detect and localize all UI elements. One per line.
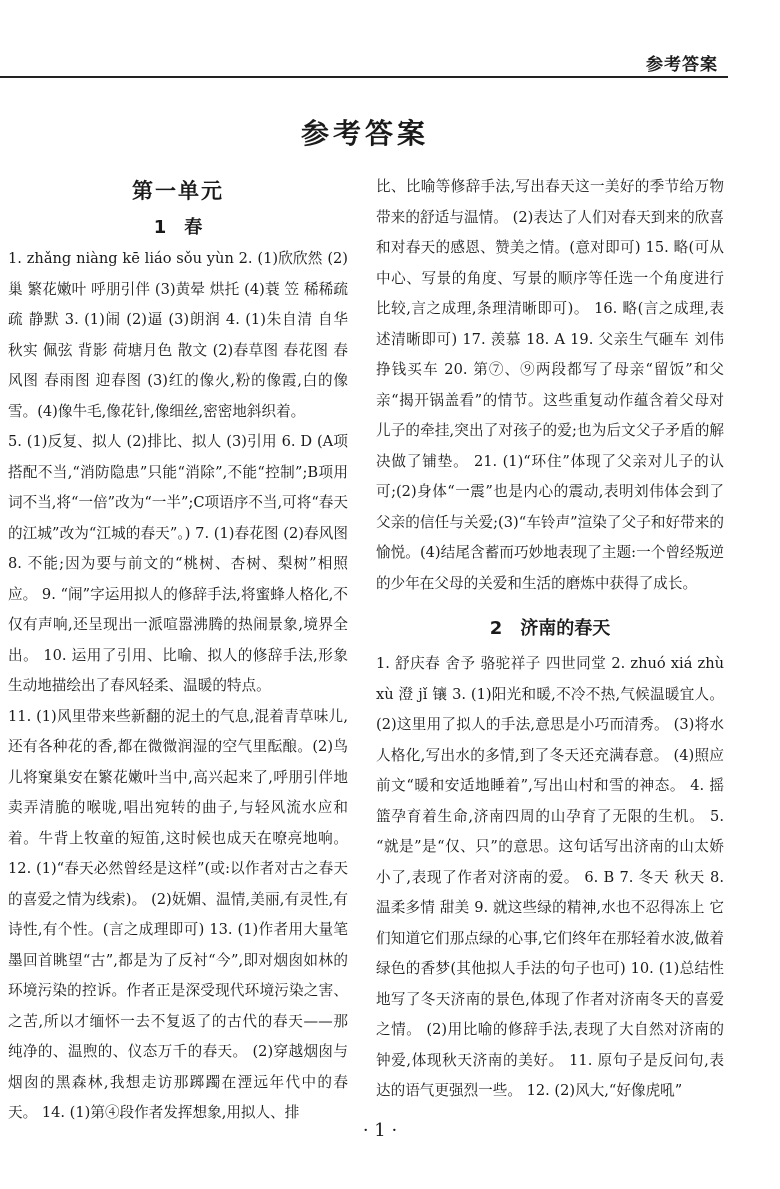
answer-paragraph: 5. (1)反复、拟人 (2)排比、拟人 (3)引用 6. D (A项搭配不当,“消防隐患”只能“消除”,不能“控制”;B项用词不当,将“一倍”改为“一半”;C项语序不当,可将“春天的江城”改为“江城的春天”。) 7. (1)春花图 (2)春风图 8. 不能;因为要与前文的“桃树、杏树、梨树”相照应。 9. “闹”字运用拟人的修辞手法,将蜜蜂人格化,不仅有声响,还呈现出一派喧嚣沸腾的热闹景象,境界全出。 10. 运用了引用、比喻、拟人的修辞手法,形象生动地描绘出了春风轻柔、温暖的特点。 — [8, 433, 348, 694]
right-column — [376, 172, 724, 1107]
lesson-title: 春 — [184, 217, 203, 238]
running-header: 参考答案 — [646, 55, 718, 75]
unit-title: 第一单元 — [132, 179, 224, 203]
left-column — [8, 172, 348, 1129]
lesson-number: 2 — [489, 618, 503, 639]
lesson-heading-1 — [8, 212, 348, 244]
answer-paragraph: 1. 舒庆春 舍予 骆驼祥子 四世同堂 2. zhuó xiá zhù xù 澄 jǐ 镶 3. (1)阳光和暖,不冷不热,气候温暖宜人。 (2)这里用了拟人的手法,意思是小巧而清秀。 (3)将水人格化,写出水的多情,到了冬天还充满春意。 (4)照应前文“暖和安适地睡着”,写出山村和雪的神态。 4. 摇篮孕育着生命,济南四周的山孕育了无限的生机。 5. “就是”是“仅、只”的意思。这句话写出济南的山太娇小了,表现了作者对济南的爱。 6. B 7. 冬天 秋天 8. 温柔多情 甜美 9. 就这些绿的精神,水也不忍得冻上 它们知道它们那点绿的心事,它们终年在那轻着水波,做着绿色的香梦(其他拟人手法的句子也可) 10. (1)总结性地写了冬天济南的景色,体现了作者对济南冬天的喜爱之情。 (2)用比喻的修辞手法,表现了大自然对济南的钟爱,体现秋天济南的美好。 11. 原句子是反问句,表达的语气更强烈一些。 12. (2)风大,“好像虎吼” — [376, 655, 724, 1099]
lesson-title: 济南的春天 — [520, 618, 611, 639]
lesson-number: 1 — [153, 217, 167, 238]
answer-paragraph: 比、比喻等修辞手法,写出春天这一美好的季节给万物带来的舒适与温情。 (2)表达了人们对春天到来的欣喜和对春天的感恩、赞美之情。(意对即可) 15. 略(可从中心、写景的角度、写景的顺序等任选一个角度进行比较,言之成理,条理清晰即可)。 16. 略(言之成理,表述清晰即可) 17. 羡慕 18. A 19. 父亲生气砸车 刘伟挣钱买车 20. 第⑦、⑨两段都写了母亲“留饭”和父亲“揭开锅盖看”的情节。这些重复动作蕴含着父母对儿子的牵挂,突出了对孩子的爱;也为后文父子矛盾的解决做了铺垫。 21. (1)“环住”体现了父亲对儿子的认可;(2)身体“一震”也是内心的震动,表明刘伟体会到了父亲的信任与关爱;(3)“车铃声”渲染了父子和好带来的愉悦。(4)结尾含蓄而巧妙地表现了主题:一个曾经叛逆的少年在父母的关爱和生活的磨炼中获得了成长。 — [376, 178, 724, 592]
answer-paragraph: 11. (1)风里带来些新翻的泥土的气息,混着青草味儿,还有各种花的香,都在微微润湿的空气里酝酿。(2)鸟儿将窠巢安在繁花嫩叶当中,高兴起来了,呼朋引伴地卖弄清脆的喉咙,唱出宛转的曲子,与轻风流水应和着。牛背上牧童的短笛,这时候也成天在嘹亮地响。 12. (1)“春天必然曾经是这样”(或:以作者对古之春天的喜爱之情为线索)。 (2)妩媚、温情,美丽,有灵性,有诗性,有个性。(言之成理即可) 13. (1)作者用大量笔墨回首眺望“古”,都是为了反衬“今”,即对烟囱如林的环境污染的控诉。作者正是深受现代环境污染之害、之苦,所以才缅怀一去不复返了的古代的春天——那纯净的、温煦的、仪态万千的春天。 (2)穿越烟囱与烟囱的黑森林,我想走访那踯躅在湮远年代中的春天。 14. (1)第④段作者发挥想象,用拟人、排 — [8, 707, 348, 1121]
page-number: · 1 · — [362, 1120, 398, 1141]
header-rule — [0, 76, 728, 78]
answer-paragraph: 1. zhǎng niàng kē liáo sǒu yùn 2. (1)欣欣然 (2)巢 繁花嫩叶 呼朋引伴 (3)黄晕 烘托 (4)蓑 笠 稀稀疏疏 静默 3. (1)闹 (2)逼 (3)朗润 4. (1)朱自清 自华 秋实 佩弦 背影 荷塘月色 散文 (2)春草图 春花图 春风图 春雨图 迎春图 (3)红的像火,粉的像霞,白的像雪。(4)像牛毛,像花针,像细丝,密密地斜织着。 — [8, 250, 348, 420]
page-title: 参考答案 — [300, 117, 429, 150]
lesson-heading-2 — [376, 609, 724, 649]
